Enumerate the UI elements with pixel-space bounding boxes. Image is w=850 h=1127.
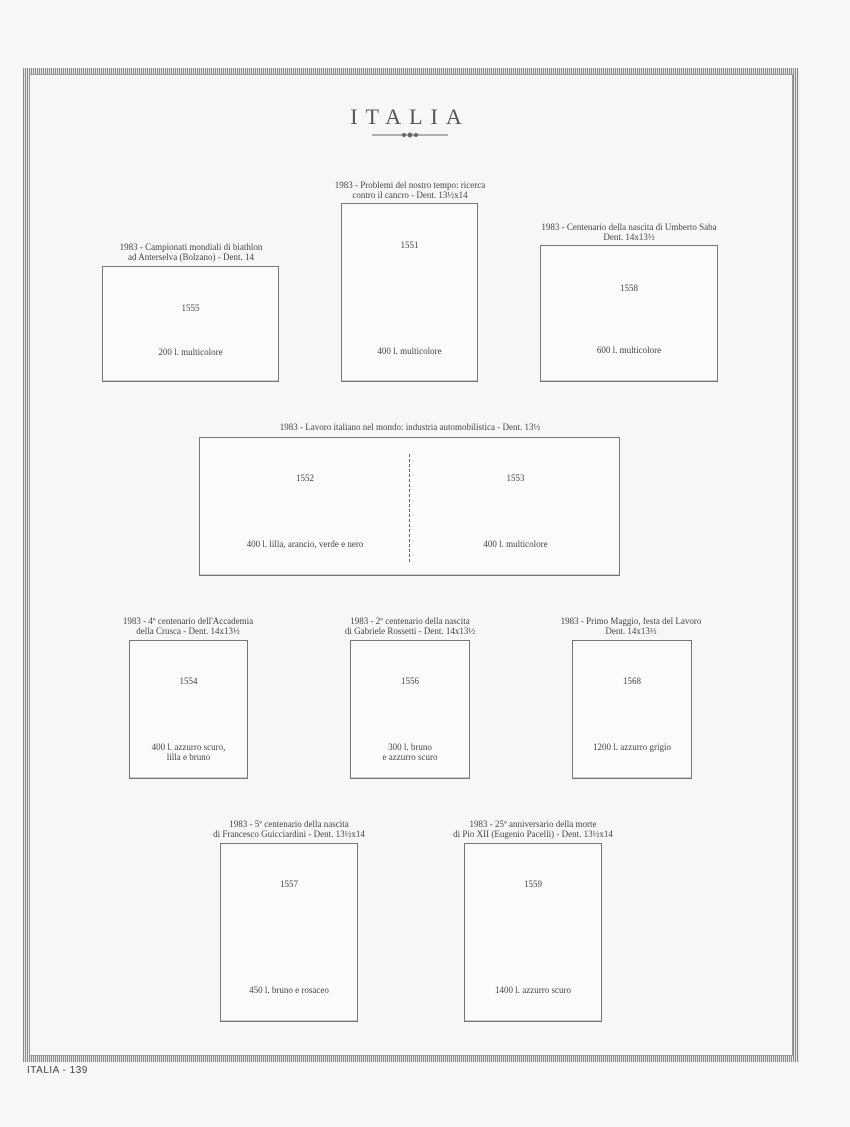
stamp-value: 300 l. bruno e azzurro scuro <box>382 742 438 762</box>
stamp-value: 1400 l. azzurro scuro <box>495 985 571 995</box>
stamp-caption: 1983 - Lavoro italiano nel mondo: industria automobilistica - Dent. 13½ <box>279 422 541 432</box>
stamp-value: 1200 l. azzurro grigio <box>593 742 671 752</box>
catalog-number: 1552 <box>296 473 314 483</box>
stamp-mount-1555 <box>102 266 279 382</box>
stamp-caption: 1983 - 2º centenario della nascita di Gabriele Rossetti - Dent. 14x13½ <box>344 616 476 636</box>
stamp-mount-1552-1553 <box>199 437 620 576</box>
stamp-value: 400 l. multicolore <box>483 539 548 549</box>
stamp-caption: 1983 - Problemi del nostro tempo: ricerca contro il cancro - Dent. 13½x14 <box>334 180 486 200</box>
stamp-mount-1557 <box>220 843 358 1022</box>
stamp-mount-1558 <box>540 245 718 382</box>
catalog-number: 1568 <box>623 676 641 686</box>
stamp-mount-1551 <box>341 203 478 382</box>
catalog-number: 1556 <box>401 676 419 686</box>
catalog-number: 1559 <box>524 879 542 889</box>
stamp-caption: 1983 - 5º centenario della nascita di Francesco Guicciardini - Dent. 13½x14 <box>213 819 365 839</box>
catalog-number: 1553 <box>506 473 525 483</box>
catalog-number: 1551 <box>400 240 419 250</box>
stamp-value: 400 l. multicolore <box>377 346 442 356</box>
catalog-number: 1557 <box>280 879 298 889</box>
catalog-number: 1555 <box>181 303 200 313</box>
stamp-caption: 1983 - 25º anniversario della morte di Pio XII (Eugenio Pacelli) - Dent. 13½x14 <box>453 819 613 839</box>
stamp-mount-1554 <box>129 640 248 779</box>
catalog-number: 1558 <box>620 283 638 293</box>
page-title: ITALIA <box>350 104 470 129</box>
page-footer: ITALIA - 139 <box>27 1065 88 1076</box>
stamp-value: 600 l. multicolore <box>596 345 662 355</box>
title-ornament-icon <box>372 132 448 138</box>
stamp-caption: 1983 - 4º centenario dell'Accademia della Crusca - Dent. 14x13½ <box>122 616 254 636</box>
stamp-mount-1556 <box>350 640 470 779</box>
stamp-caption: 1983 - Campionati mondiali di biathlon ad Anterselva (Bolzano) - Dent. 14 <box>119 242 263 262</box>
stamp-value: 200 l. multicolore <box>158 347 223 357</box>
stamp-mount-1568 <box>572 640 692 779</box>
catalog-number: 1554 <box>179 676 198 686</box>
stamp-caption: 1983 - Primo Maggio, festa del Lavoro Dent. 14x13½ <box>560 616 702 636</box>
stamp-value: 400 l. lilla, arancio, verde e nero <box>246 539 364 549</box>
stamp-value: 450 l. bruno e rosaceo <box>249 985 329 995</box>
stamp-caption: 1983 - Centenario della nascita di Umberto Saba Dent. 14x13½ <box>541 222 717 242</box>
stamp-value: 400 l. azzurro scuro, lilla e bruno <box>151 742 226 762</box>
stamp-mount-1559 <box>464 843 602 1022</box>
